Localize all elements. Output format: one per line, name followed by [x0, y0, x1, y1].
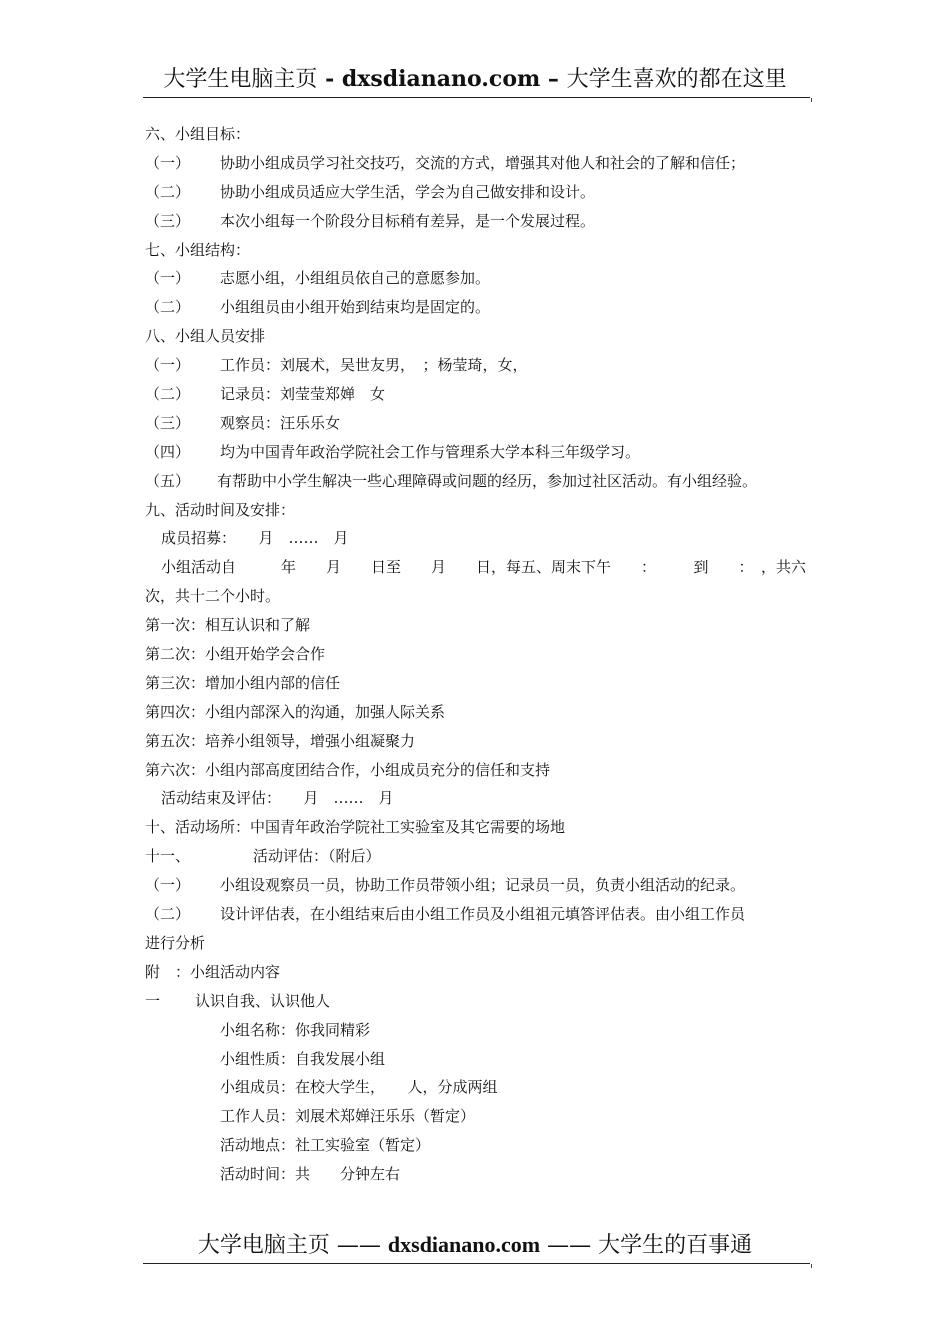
- section-title: 活动评估：（附后）: [253, 847, 381, 866]
- section-6-title: 六、小组目标：: [145, 125, 251, 143]
- s8-item-2: [145, 380, 809, 409]
- s11-item-1: [145, 871, 809, 900]
- document-body: [145, 120, 809, 1189]
- session-5: 第五次：培养小组领导，增强小组凝聚力: [145, 731, 416, 750]
- item-text: 设计评估表，在小组结束后由小组工作员及小组祖元填答评估表。由小组工作员: [220, 905, 746, 924]
- item-number: （二）: [145, 182, 191, 201]
- end-evaluation-period: 活动结束及评估： 月 …… 月: [161, 789, 394, 808]
- item-number: （四）: [145, 442, 191, 461]
- item-text: 志愿小组，小组组员依自己的意愿参加。: [220, 269, 491, 288]
- activity-schedule: 小组活动自 年 月 日至 月 日，每五、周末下午 ： 到 ： ，共六: [161, 558, 807, 577]
- session-1: 第一次：相互认识和了解: [145, 616, 311, 635]
- s8-item-3: [145, 409, 809, 438]
- session-3: 第三次：增加小组内部的信任: [145, 673, 341, 692]
- page-header: [0, 62, 950, 93]
- s11-item-2-cont: 进行分析: [145, 933, 206, 952]
- s8-item-1: [145, 351, 809, 380]
- header-slogan: 大学生喜欢的都在这里: [566, 67, 787, 92]
- footer-url: dxsdianano.com: [387, 1232, 541, 1257]
- item-number: （二）: [145, 905, 191, 924]
- item-text: 观察员：汪乐乐女: [220, 413, 341, 432]
- footer-rule: [143, 1263, 810, 1264]
- item-number: （三）: [145, 413, 191, 432]
- header-rule: [143, 97, 810, 98]
- recruit-period: 成员招募： 月 …… 月: [161, 529, 349, 548]
- section-7-title: 七、小组结构：: [145, 240, 251, 259]
- item-text: 有帮助中小学生解决一些心理障碍或问题的经历，参加过社区活动。有小组经验。: [217, 471, 758, 490]
- item-text: 协助小组成员适应大学生活，学会为自己做安排和设计。: [220, 182, 596, 201]
- item-text: 均为中国青年政治学院社会工作与管理系大学本科三年级学习。: [220, 442, 641, 461]
- session-2: 第二次：小组开始学会合作: [145, 645, 326, 664]
- item-number: （一）: [145, 269, 191, 288]
- s7-item-1: [145, 264, 809, 293]
- item-number: （一）: [145, 153, 191, 172]
- s8-item-4: [145, 438, 809, 467]
- staff-members: 工作人员：刘展术郑婵汪乐乐（暂定）: [220, 1107, 476, 1126]
- section-11-title: [145, 842, 809, 871]
- section-10: 十、活动场所：中国青年政治学院社工实验室及其它需要的场地: [145, 818, 566, 837]
- appendix-title: 附 ：小组活动内容: [145, 962, 281, 981]
- activity-location: 活动地点：社工实验室（暂定）: [220, 1136, 431, 1155]
- group-members: 小组成员：在校大学生， 人，分成两组: [220, 1078, 498, 1097]
- section-8-title: 八、小组人员安排: [145, 327, 266, 346]
- activity-duration: 活动时间：共 分钟左右: [220, 1165, 401, 1184]
- item-number: （三）: [145, 211, 191, 230]
- section-9-title: 九、活动时间及安排：: [145, 500, 296, 519]
- activity-title: 认识自我、认识他人: [195, 991, 331, 1010]
- item-number: （五）: [145, 471, 191, 490]
- section-number: 十一、: [145, 847, 191, 866]
- s6-item-1: [145, 149, 809, 178]
- item-text: 工作员：刘展术，吴世友男， ；杨莹琦，女，: [220, 356, 528, 375]
- item-number: （二）: [145, 385, 191, 404]
- group-name: 小组名称：你我同精彩: [220, 1020, 371, 1039]
- item-number: （二）: [145, 298, 191, 317]
- page-footer: [0, 1228, 950, 1259]
- s6-item-3: [145, 207, 809, 236]
- s11-item-2: [145, 900, 809, 929]
- footer-rule-tick: [811, 1264, 812, 1268]
- s8-item-5: [145, 467, 809, 496]
- s7-item-2: [145, 293, 809, 322]
- s6-item-2: [145, 178, 809, 207]
- activity-schedule-cont: 次，共十二个小时。: [145, 587, 281, 606]
- group-nature: 小组性质：自我发展小组: [220, 1049, 386, 1068]
- item-text: 协助小组成员学习社交技巧，交流的方式，增强其对他人和社会的了解和信任；: [220, 153, 746, 172]
- header-site-name: 大学生电脑主页: [163, 67, 318, 92]
- item-text: 小组设观察员一员，协助工作员带领小组；记录员一员，负责小组活动的纪录。: [220, 876, 746, 895]
- session-6: 第六次：小组内部高度团结合作，小组成员充分的信任和支持: [145, 760, 551, 779]
- header-rule-tick: [811, 98, 812, 102]
- item-text: 小组组员由小组开始到结束均是固定的。: [220, 298, 491, 317]
- item-number: （一）: [145, 876, 191, 895]
- header-url: - dxsdianano.com –: [317, 66, 567, 92]
- session-4: 第四次：小组内部深入的沟通，加强人际关系: [145, 702, 446, 721]
- activity-number: 一: [145, 991, 161, 1010]
- item-text: 记录员：刘莹莹郑婵 女: [220, 385, 386, 404]
- footer-site-name: 大学电脑主页 ——: [197, 1233, 388, 1258]
- item-number: （一）: [145, 356, 191, 375]
- item-text: 本次小组每一个阶段分目标稍有差异，是一个发展过程。: [220, 211, 596, 230]
- footer-slogan: —— 大学生的百事通: [540, 1233, 753, 1258]
- appendix-activity-1: [145, 987, 809, 1016]
